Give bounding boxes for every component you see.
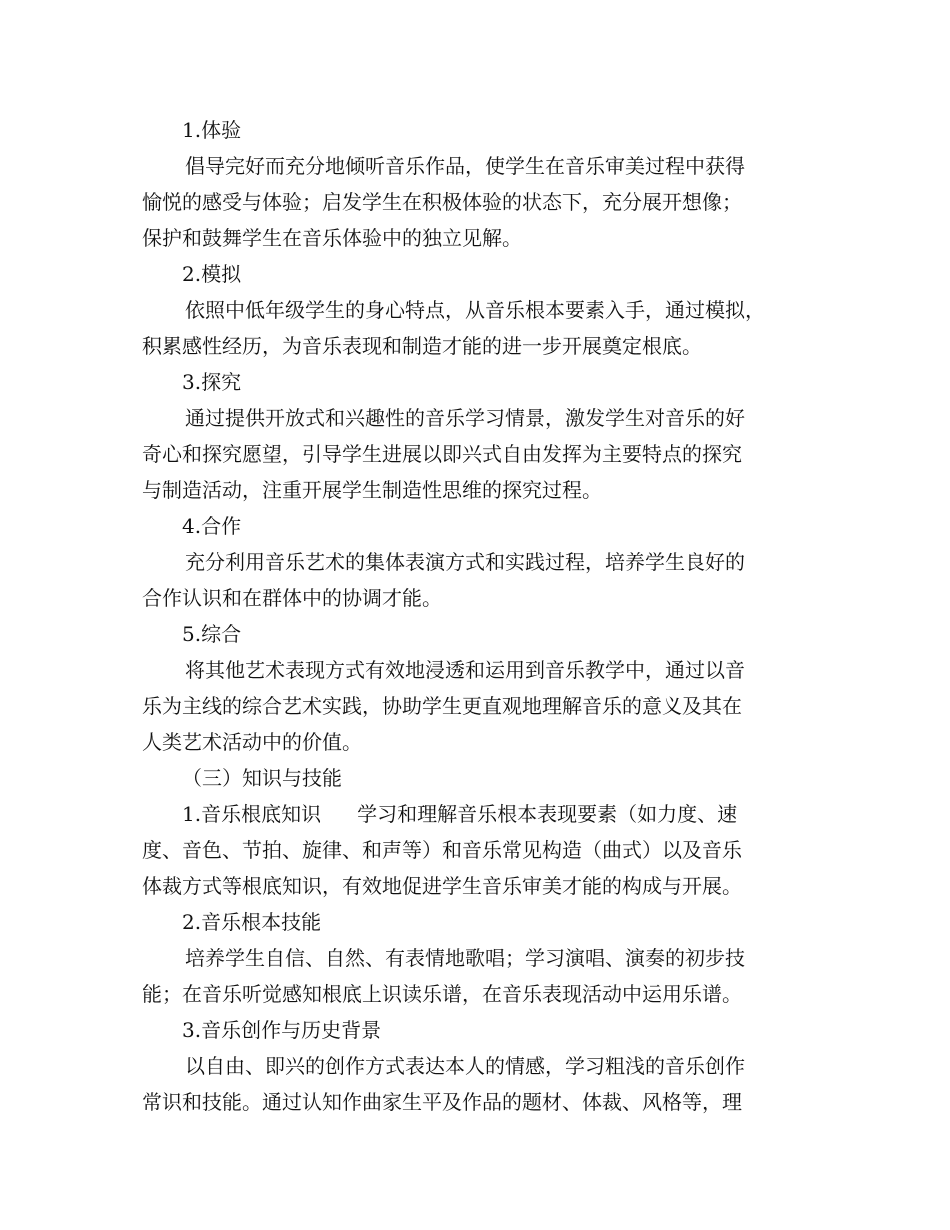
paragraph-line: 将其他艺术表现方式有效地浸透和运用到音乐教学中，通过以音 bbox=[185, 658, 745, 682]
subsection-heading: 1.音乐根底知识 bbox=[182, 802, 322, 826]
paragraph-line: 合作认识和在群体中的协调才能。 bbox=[142, 586, 442, 610]
paragraph-line: 愉悦的感受与体验；启发学生在积极体验的状态下，充分展开想像； bbox=[142, 190, 742, 214]
paragraph-line: 度、音色、节拍、旋律、和声等）和音乐常见构造（曲式）以及音乐 bbox=[142, 838, 742, 862]
section-heading: 2.模拟 bbox=[182, 262, 242, 286]
document-body bbox=[142, 112, 814, 1120]
paragraph-line: 培养学生自信、自然、有表情地歌唱；学习演唱、演奏的初步技 bbox=[185, 946, 745, 970]
section-heading: 4.合作 bbox=[182, 514, 242, 538]
subsection-line bbox=[142, 796, 814, 832]
paragraph-line: 以自由、即兴的创作方式表达本人的情感，学习粗浅的音乐创作 bbox=[185, 1054, 745, 1078]
section-heading: 3.探究 bbox=[182, 370, 242, 394]
paragraph-line: 乐为主线的综合艺术实践，协助学生更直观地理解音乐的意义及其在 bbox=[142, 694, 742, 718]
paragraph-line: 人类艺术活动中的价值。 bbox=[142, 730, 362, 754]
paragraph-line: 常识和技能。通过认知作曲家生平及作品的题材、体裁、风格等，理 bbox=[142, 1090, 742, 1114]
section-heading: 3.音乐创作与历史背景 bbox=[182, 1018, 382, 1042]
section-heading: 5.综合 bbox=[182, 622, 242, 646]
paragraph-line: 体裁方式等根底知识，有效地促进学生音乐审美才能的构成与开展。 bbox=[142, 874, 742, 898]
section-heading: 1.体验 bbox=[182, 118, 242, 142]
section-heading: （三）知识与技能 bbox=[182, 766, 342, 790]
paragraph-line: 充分利用音乐艺术的集体表演方式和实践过程，培养学生良好的 bbox=[185, 550, 745, 574]
paragraph-line: 能；在音乐听觉感知根底上识读乐谱，在音乐表现活动中运用乐谱。 bbox=[142, 982, 742, 1006]
paragraph-line: 通过提供开放式和兴趣性的音乐学习情景，激发学生对音乐的好 bbox=[185, 406, 745, 430]
paragraph-line: 奇心和探究愿望，引导学生进展以即兴式自由发挥为主要特点的探究 bbox=[142, 442, 742, 466]
paragraph-line: 保护和鼓舞学生在音乐体验中的独立见解。 bbox=[142, 226, 522, 250]
paragraph-text: 学习和理解音乐根本表现要素（如力度、速 bbox=[357, 802, 738, 826]
section-heading: 2.音乐根本技能 bbox=[182, 910, 322, 934]
paragraph-line: 积累感性经历，为音乐表现和制造才能的进一步开展奠定根底。 bbox=[142, 334, 702, 358]
paragraph-line: 依照中低年级学生的身心特点，从音乐根本要素入手，通过模拟， bbox=[185, 298, 765, 322]
paragraph-line: 与制造活动，注重开展学生制造性思维的探究过程。 bbox=[142, 478, 602, 502]
paragraph-line: 倡导完好而充分地倾听音乐作品，使学生在音乐审美过程中获得 bbox=[185, 154, 745, 178]
